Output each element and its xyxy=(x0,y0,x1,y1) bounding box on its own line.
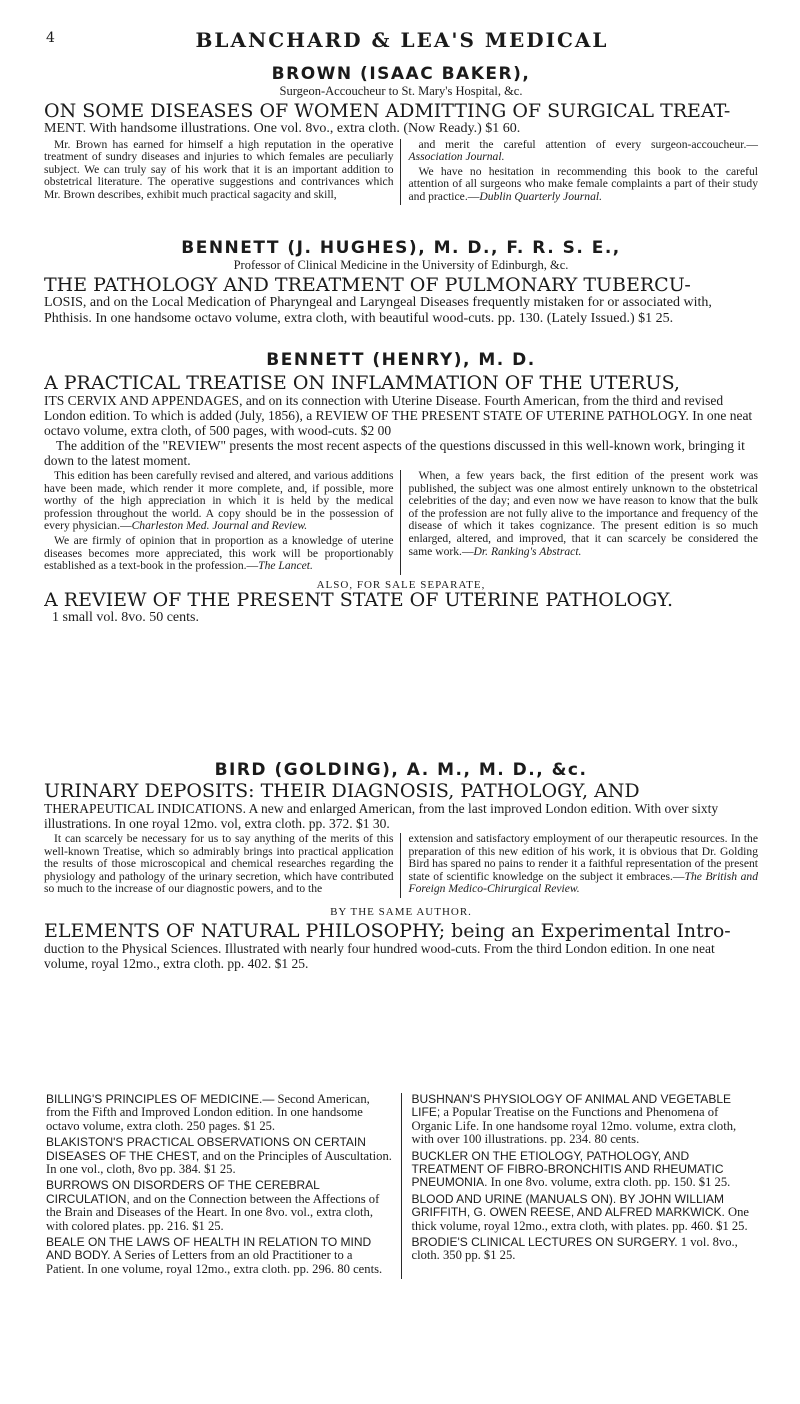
entry-bennett-j xyxy=(44,238,758,326)
list-item: BILLING'S PRINCIPLES OF MEDICINE.— Second American, from the Fifth and Improved London edition. In one handsome octavo volume, extra cloth. 250 pages. $1 25. xyxy=(46,1092,370,1133)
list-item: BUCKLER ON THE ETIOLOGY, PATHOLOGY, AND TREATMENT OF FIBRO-BRONCHITIS AND RHEUMATIC PNEUMONIA. In one 8vo. volume, extra cloth. pp. 150. $1 25. xyxy=(411,1148,731,1190)
review-text: extension and satisfactory employment of our therapeutic resources. In the preparation of this new edition of his work, it is obvious that Dr. Golding Bird has spared no pains to render it a faithful representation of the present state of scientific knowledge on the subject it embraces.— xyxy=(408,832,758,883)
author-heading: BENNETT (J. HUGHES), M. D., F. R. S. E., xyxy=(181,238,621,258)
book-description: duction to the Physical Sciences. Illustrated with nearly four hundred wood-cuts. From the third London edition. In one neat volume, royal 12mo., extra cloth. pp. 402. $1 25. xyxy=(44,940,715,971)
short-listings xyxy=(46,1093,758,1279)
review-source: Dr. Ranking's Abstract. xyxy=(473,544,582,558)
listing-column-left xyxy=(46,1093,402,1279)
book-description: ITS CERVIX AND APPENDAGES, and on its connection with Uterine Disease. Fourth American, from the third and revised London edition. To which is added (July, 1856), a REVIEW OF THE PRESENT STATE OF UTERINE PATHOLOGY. In one neat octavo volume, extra cloth, of 500 pages, with wood-cuts. $2 00 xyxy=(44,393,753,438)
author-heading: BENNETT (HENRY), M. D. xyxy=(266,350,536,370)
review-columns xyxy=(44,470,758,575)
author-affiliation: Surgeon-Accoucheur to St. Mary's Hospital, &c. xyxy=(279,84,523,98)
review-column-right xyxy=(409,470,759,575)
list-item: BLAKISTON'S PRACTICAL OBSERVATIONS ON CERTAIN DISEASES OF THE CHEST, and on the Principles of Auscultation. In one vol., cloth, 8vo pp. 384. $1 25. xyxy=(46,1135,392,1177)
author-heading: BROWN (ISAAC BAKER), xyxy=(271,64,531,84)
review-columns xyxy=(44,833,758,898)
book-title: ON SOME DISEASES OF WOMEN ADMITTING OF SURGICAL TREAT- xyxy=(44,102,731,121)
book-description: THERAPEUTICAL INDICATIONS. A new and enlarged American, from the last improved London edition. With over sixty illustrations. In one royal 12mo. vol, extra cloth. pp. 372. $1 30. xyxy=(44,801,719,831)
also-for-sale-note: ALSO, FOR SALE SEPARATE, xyxy=(316,578,486,591)
entry-bird xyxy=(44,760,758,971)
list-item: BURROWS ON DISORDERS OF THE CEREBRAL CIRCULATION, and on the Connection between the Affections of the Brain and Diseases of the Heart. In one 8vo. vol., extra cloth, with colored plates. pp. 216. $1 25. xyxy=(46,1178,380,1233)
entry-bennett-h xyxy=(44,350,758,625)
review-column-left xyxy=(44,470,401,575)
review-column-left xyxy=(44,139,401,206)
list-item: BEALE ON THE LAWS OF HEALTH IN RELATION TO MIND AND BODY. A Series of Letters from an old Practitioner to a Patient. In one volume, royal 12mo., extra cloth. pp. 296. 80 cents. xyxy=(46,1235,383,1276)
author-affiliation: Professor of Clinical Medicine in the University of Edinburgh, &c. xyxy=(233,258,569,272)
edition-note: The addition of the "REVIEW" presents the most recent aspects of the questions discussed in this well-known work, bringing it down to the latest moment. xyxy=(44,438,745,468)
review-source: Association Journal. xyxy=(408,150,505,164)
review-source: The British and Foreign Medico-Chirurgical Review. xyxy=(408,869,758,896)
review-text: We are firmly of opinion that in proportion as a knowledge of uterine diseases becomes more appreciated, this work will be proportionably established as a text-book in the profession.— xyxy=(44,533,394,573)
list-item: BLOOD AND URINE (MANUALS ON). BY JOHN WILLIAM GRIFFITH, G. OWEN REESE, AND ALFRED MARKWICK. One thick volume, royal 12mo., extra cloth, with plates. pp. 460. $1 25. xyxy=(411,1191,750,1233)
review-column-right xyxy=(409,139,759,206)
review-source: The Lancet. xyxy=(258,559,313,573)
book-title: THE PATHOLOGY AND TREATMENT OF PULMONARY TUBERCU- xyxy=(44,276,691,295)
author-heading: BIRD (GOLDING), A. M., M. D., &c. xyxy=(214,760,588,780)
review-text: It can scarcely be necessary for us to say anything of the merits of this well-known Treatise, which so admirably brings into practical application the results of those microscopical and chemical researches regarding the physiology and pathology of the urinary secretion, which have contributed so much to the increase of our diagnostic powers, and to the xyxy=(44,832,394,896)
review-column-left xyxy=(44,833,401,898)
book-title: A PRACTICAL TREATISE ON INFLAMMATION OF THE UTERUS, xyxy=(44,374,680,393)
book-title: URINARY DEPOSITS: THEIR DIAGNOSIS, PATHOLOGY, AND xyxy=(44,782,640,801)
list-item: BUSHNAN'S PHYSIOLOGY OF ANIMAL AND VEGETABLE LIFE; a Popular Treatise on the Functions and Phenomena of Organic Life. In one handsome royal 12mo. volume, extra cloth, with over 100 illustrations. pp. 234. 80 cents. xyxy=(411,1092,737,1147)
review-source: Dublin Quarterly Journal. xyxy=(479,189,603,203)
review-text: We have no hesitation in recommending this book to the careful attention of all surgeons who make female complaints a part of their study and practice.— xyxy=(408,164,758,203)
review-text: This edition has been carefully revised and altered, and various additions have been made, which render it more complete, and, if possible, more worthy of the high appreciation in which it is held by the medical profession throughout the world. A copy should be in the possession of every physician.— xyxy=(44,469,394,533)
review-text: When, a few years back, the first edition of the present work was published, the subject was one almost entirely unknown to the obstetrical celebrities of the day; and even now we have reason to know that the bulk of the profession are not fully alive to the importance and frequency of the disease of which it takes cognizance. The present edition is so much enlarged, altered, and improved, that it can scarcely be considered the same work.— xyxy=(408,469,758,558)
page-number: 4 xyxy=(46,30,55,46)
book-description: LOSIS, and on the Local Medication of Pharyngeal and Laryngeal Diseases frequently mistaken for or associated with, Phthisis. In one handsome octavo volume, extra cloth, with beautiful wood-cuts. pp. 130. (Lately Issued.) $1 25. xyxy=(44,295,712,326)
review-source: Charleston Med. Journal and Review. xyxy=(131,519,308,533)
book-description: MENT. With handsome illustrations. One vol. 8vo., extra cloth. (Now Ready.) $1 60. xyxy=(44,121,521,136)
book-title: A REVIEW OF THE PRESENT STATE OF UTERINE PATHOLOGY. xyxy=(44,590,674,610)
book-title: ELEMENTS OF NATURAL PHILOSOPHY; being an Experimental Intro- xyxy=(44,921,731,941)
listing-column-right xyxy=(412,1093,759,1279)
entry-brown xyxy=(44,64,758,205)
same-author-note: BY THE SAME AUTHOR. xyxy=(330,905,472,918)
review-columns xyxy=(44,139,758,206)
review-column-right xyxy=(409,833,759,898)
review-text: Mr. Brown has earned for himself a high reputation in the operative treatment of sundry diseases and injuries to which females are peculiarly subject. We can truly say of his work that it is an important addition to obstetrical literature. The operative suggestions and contrivances which Mr. Brown describes, exhibit much practical sagacity and skill, xyxy=(44,137,394,201)
book-description: 1 small vol. 8vo. 50 cents. xyxy=(52,609,199,625)
list-item: BRODIE'S CLINICAL LECTURES ON SURGERY. 1 vol. 8vo., cloth. 350 pp. $1 25. xyxy=(411,1235,738,1263)
running-head xyxy=(46,28,758,54)
page-title: BLANCHARD & LEA'S MEDICAL xyxy=(195,28,609,52)
review-text: and merit the careful attention of every surgeon-accoucheur.— xyxy=(418,137,758,151)
